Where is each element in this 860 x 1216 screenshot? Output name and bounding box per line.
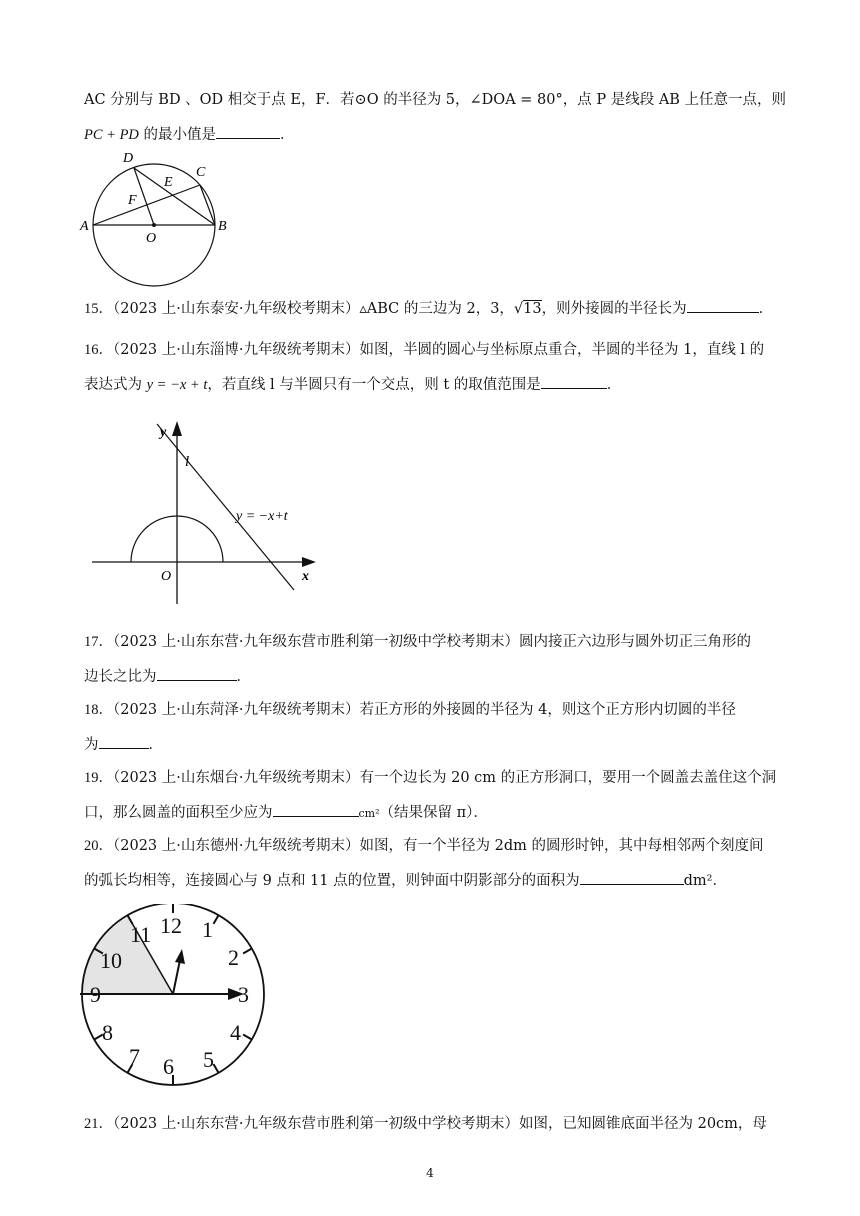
q19-line1 — [84, 768, 776, 788]
clock-num-9: 9 — [90, 982, 101, 1007]
q14-circle-figure — [78, 146, 238, 292]
hand-arrow-short — [175, 949, 185, 964]
q15-number: 15． — [84, 301, 113, 317]
q16-end: ． — [606, 377, 622, 393]
clock-num-1: 1 — [202, 917, 213, 942]
page-number: 4 — [426, 1166, 434, 1180]
q14-answer-blank[interactable] — [216, 124, 280, 139]
q17-text-2: 边长之比为 — [84, 669, 157, 685]
q19-source: （2023 上·山东烟台·九年级统考期末） — [113, 770, 360, 786]
q20-clock-figure — [76, 904, 272, 1090]
label-equation: y = −x+t — [236, 509, 288, 524]
clock-num-5: 5 — [203, 1047, 214, 1072]
q17-answer-blank[interactable] — [157, 666, 237, 681]
q18-text: 若正方形的外接圆的半径为 4，则这个正方形内切圆的半径 — [359, 702, 736, 718]
q15 — [84, 298, 773, 319]
q14-end: ． — [280, 127, 295, 143]
label-a: A — [80, 219, 89, 234]
clock-num-11: 11 — [130, 922, 152, 947]
clock-num-8: 8 — [102, 1020, 113, 1045]
q16-equation: y = −x + t — [146, 377, 208, 393]
q18-source: （2023 上·山东菏泽·九年级统考期末） — [113, 702, 360, 718]
q16-number: 16． — [84, 342, 113, 358]
q16-text-b: ，若直线 l 与半圆只有一个交点，则 t 的取值范围是 — [207, 377, 541, 393]
q20-line1 — [84, 836, 763, 856]
label-b: B — [218, 219, 227, 234]
label-f: F — [128, 193, 137, 208]
x-axis-arrow — [302, 557, 316, 567]
q21-number: 21． — [84, 1116, 113, 1132]
q17-number: 17． — [84, 634, 113, 650]
clock-num-2: 2 — [228, 945, 239, 970]
q20-text-2: 的弧长均相等，连接圆心与 9 点和 11 点的位置，则钟面中阴影部分的面积为 — [84, 873, 580, 889]
label-e: E — [164, 175, 173, 190]
q15-source: （2023 上·山东泰安·九年级校考期末） — [113, 301, 360, 317]
q18-line2 — [84, 734, 163, 755]
q21-source: （2023 上·山东东营·九年级东营市胜利第一初级中学校考期末） — [113, 1116, 519, 1132]
q19-text-a: 口，那么圆盖的面积至少应为 — [84, 805, 273, 821]
segment-od — [134, 168, 154, 225]
y-axis-arrow — [172, 421, 182, 436]
clock-num-10: 10 — [100, 948, 122, 973]
q17-line1 — [84, 632, 751, 652]
hand-short — [173, 960, 180, 994]
label-l: l — [185, 454, 190, 470]
clock-num-6: 6 — [163, 1054, 174, 1079]
q15-end: ． — [758, 301, 774, 317]
q16-coordinate-figure — [90, 418, 330, 608]
q20-line2 — [84, 870, 727, 891]
q14-line2 — [84, 124, 295, 145]
q16-text-a: 表达式为 — [84, 377, 147, 393]
q19-text: 有一个边长为 20 cm 的正方形洞口，要用一个圆盖去盖住这个洞 — [359, 770, 777, 786]
label-o: O — [146, 231, 157, 246]
q15-sqrt: √13 — [513, 301, 542, 317]
q17-source: （2023 上·山东东营·九年级东营市胜利第一初级中学校考期末） — [113, 634, 519, 650]
q20-answer-blank[interactable] — [580, 870, 684, 885]
q21-text: 如图，已知圆锥底面半径为 20cm，母 — [518, 1116, 767, 1132]
q19-line2 — [84, 802, 488, 824]
clock-num-7: 7 — [129, 1044, 140, 1069]
q18-text-2: 为 — [84, 737, 99, 753]
q17-text: 圆内接正六边形与圆外切正三角形的 — [518, 634, 751, 650]
q16-line2 — [84, 374, 621, 395]
q18-end: ． — [148, 737, 163, 753]
q17-line2 — [84, 666, 251, 687]
label-x: x — [302, 569, 309, 584]
q20-text: 如图，有一个半径为 2dm 的圆形时钟，其中每相邻两个刻度间 — [359, 838, 764, 854]
q20-source: （2023 上·山东德州·九年级统考期末） — [113, 838, 360, 854]
q15-answer-blank[interactable] — [687, 298, 759, 313]
q14-line1: AC 分别与 BD 、OD 相交于点 E，F．若⊙O 的半径为 5，∠DOA = 80°，点 P 是线段 AB 上任意一点，则 — [84, 92, 787, 108]
q20-number: 20． — [84, 838, 113, 854]
q18-number: 18． — [84, 702, 113, 718]
q19-unit: cm² — [358, 807, 380, 820]
q16-source: （2023 上·山东淄博·九年级统考期末） — [113, 342, 360, 358]
q21 — [84, 1114, 767, 1134]
q18-answer-blank[interactable] — [99, 734, 149, 749]
label-y: y — [160, 425, 167, 440]
label-d: D — [123, 151, 134, 166]
label-o: O — [161, 569, 172, 584]
q14-expression: PC + PD — [84, 127, 139, 143]
clock-num-3: 3 — [238, 982, 249, 1007]
q15-text-b: ，则外接圆的半径长为 — [541, 301, 687, 317]
q18-line1 — [84, 700, 736, 720]
q15-radicand: 13 — [523, 301, 542, 317]
q17-end: ． — [236, 669, 251, 685]
point-o — [152, 223, 156, 227]
q16-line1 — [84, 340, 764, 360]
q19-number: 19． — [84, 770, 113, 786]
clock-num-4: 4 — [230, 1020, 241, 1045]
q19-answer-blank[interactable] — [273, 802, 359, 817]
label-c: C — [196, 165, 206, 180]
clock-num-12: 12 — [160, 913, 182, 938]
q16-answer-blank[interactable] — [541, 374, 607, 389]
q16-text: 如图，半圆的圆心与坐标原点重合，半圆的半径为 1，直线 l 的 — [359, 342, 765, 358]
q14-text: 的最小值是 — [138, 127, 217, 143]
q15-text-a: ▵ABC 的三边为 2，3， — [359, 301, 514, 317]
q20-unit: dm²． — [683, 873, 727, 889]
q19-text-b: （结果保留 π）． — [379, 805, 488, 821]
